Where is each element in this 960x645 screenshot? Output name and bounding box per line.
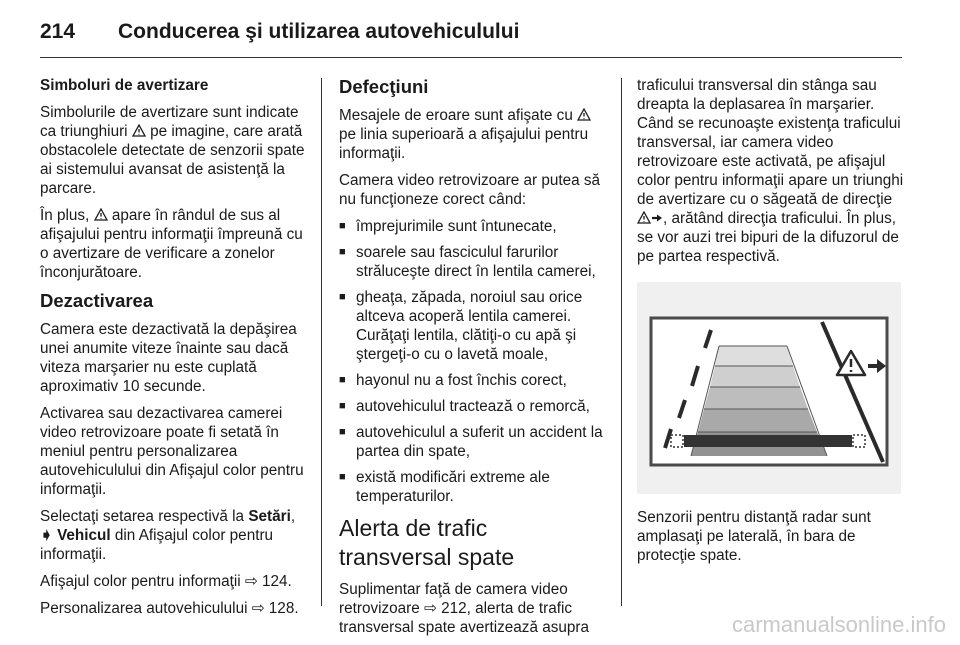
warning-triangle-icon xyxy=(94,208,108,221)
symbols-heading: Simboluri de avertizare xyxy=(40,77,209,94)
guide-band xyxy=(698,409,817,432)
figure-caption: Senzorii pentru distanţă radar sunt amplasaţi pe laterală, în bara de protecţie spate. xyxy=(637,509,871,564)
symbols-paragraph-2: În plus, apare în rândul de sus al afişajului pentru informaţii împreună cu o avertizare de verificare a zonelor înconjurătoare. xyxy=(40,207,303,281)
warning-triangle-icon xyxy=(132,124,146,137)
warning-arrow-icon xyxy=(637,211,663,224)
guide-band xyxy=(704,387,808,409)
list-item: ■ hayonul nu a fost închis corect, xyxy=(339,371,605,390)
symbols-paragraph-1: Simbolurile de avertizare sunt indicate ca triunghiuri pe imagine, care arată obstacolele detectate de senzorii spate ai sistemului avansat de asistenţă la parcare. xyxy=(40,104,305,197)
faults-heading: Defecţiuni xyxy=(339,76,429,97)
column-divider-1 xyxy=(321,78,322,606)
camera-display-figure xyxy=(637,282,901,494)
page-number: 214 xyxy=(40,20,76,43)
rcta-paragraph-1: Suplimentar faţă de camera video retrovizoare ⇨ 212, alerta de trafic transversal spate avertizează asupra xyxy=(339,581,589,636)
list-item: ■ autovehiculul a suferit un accident la partea din spate, xyxy=(339,423,605,461)
deactivation-paragraph-4: Afişajul color pentru informaţii ⇨ 124. xyxy=(40,573,292,590)
deactivation-paragraph-5: Personalizarea autovehiculului ⇨ 128. xyxy=(40,600,299,617)
deactivation-heading: Dezactivarea xyxy=(40,290,154,311)
list-item: ■ împrejurimile sunt întunecate, xyxy=(339,217,605,236)
list-item: ■ autovehiculul tractează o remorcă, xyxy=(339,397,605,416)
vehicle-menu-label: ➧ Vehicul xyxy=(40,527,111,544)
faults-list xyxy=(339,217,605,506)
column-3 xyxy=(637,76,905,573)
deactivation-paragraph-1: Camera este dezactivată la depăşirea unei anumite viteze înainte sau dacă viteza marşarier nu este cuplată aproximativ 10 secunde. xyxy=(40,321,297,395)
bumper-line xyxy=(684,435,852,447)
list-item: ■ există modificări extreme ale temperaturilor. xyxy=(339,468,605,506)
rcta-heading: Alerta de trafic transversal spate xyxy=(339,515,515,570)
header-rule xyxy=(40,57,902,58)
page-title: Conducerea şi utilizarea autovehiculului xyxy=(118,20,520,43)
guide-band xyxy=(715,346,793,366)
settings-menu-label: Setări xyxy=(248,508,291,525)
list-item: ■ gheaţa, zăpada, noroiul sau orice altceva acoperă lentila camerei. Curăţaţi lentila, clătiţi-o cu apă şi ştergeţi-o cu o lavetă moale, xyxy=(339,288,605,364)
watermark: carmanualsonline.info xyxy=(731,612,946,637)
list-item: ■ soarele sau fasciculul farurilor străluceşte direct în lentila camerei, xyxy=(339,243,605,281)
rcta-paragraph-continued: traficului transversal din stânga sau dreapta la deplasarea în marşarier. Când se recunoaşte existenţa traficului transversal, iar camera video retrovizoare este activată, pe afişajul color pentru informaţii apare un triunghi de avertizare cu o săgeată de direcţie , arătând direcţia traficului. În plus, se vor auzi trei bipuri de la difuzorul de pe partea respectivă. xyxy=(637,77,904,265)
warning-triangle-icon xyxy=(577,108,591,121)
column-divider-2 xyxy=(621,78,622,606)
deactivation-paragraph-3: Selectaţi setarea respectivă la Setări, ➧ Vehicul din Afişajul color pentru informaţii. xyxy=(40,508,296,563)
faults-paragraph-2: Camera video retrovizoare ar putea să nu funcţioneze corect când: xyxy=(339,172,601,208)
guide-band xyxy=(710,366,800,387)
column-2 xyxy=(339,76,605,645)
column-1 xyxy=(40,76,306,626)
deactivation-paragraph-2: Activarea sau dezactivarea camerei video retrovizoare poate fi setată în meniul pentru personalizarea autovehiculului din Afişajul color pentru informaţii. xyxy=(40,405,304,498)
faults-paragraph-1: Mesajele de eroare sunt afişate cu pe linia superioară a afişajului pentru informaţii. xyxy=(339,106,605,163)
